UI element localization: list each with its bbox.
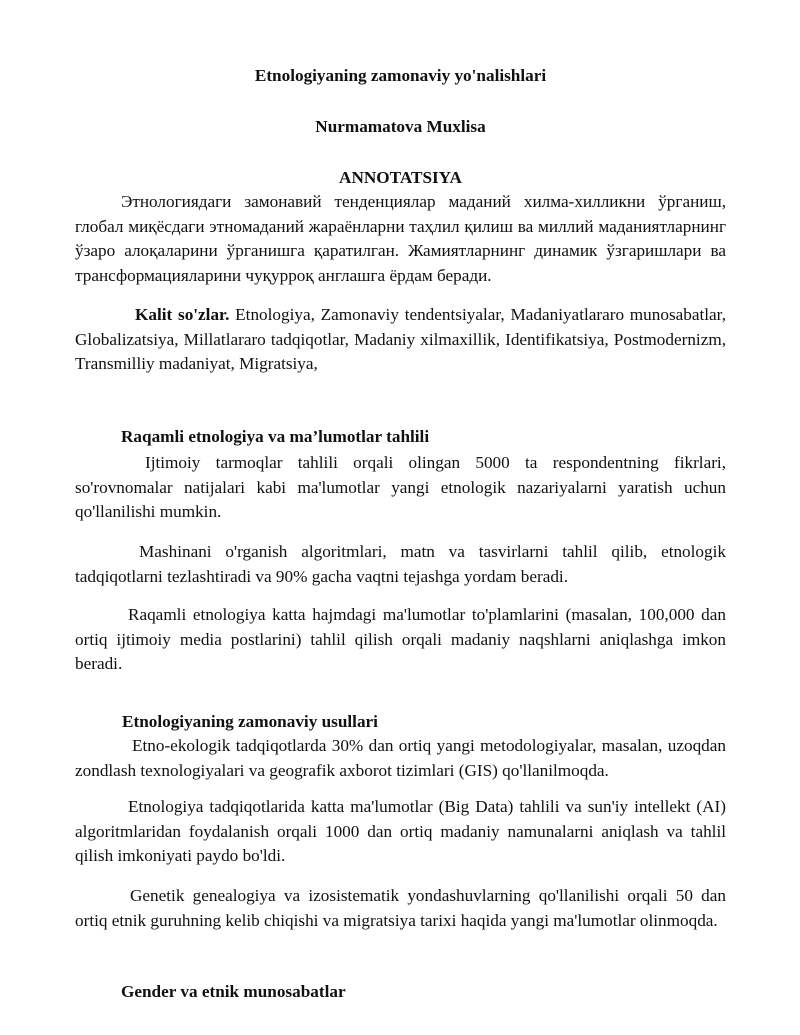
section-heading: Raqamli etnologiya va ma’lumotlar tahlili bbox=[121, 427, 430, 446]
annotation-heading: ANNOTATSIYA bbox=[339, 168, 462, 187]
body-paragraph: Mashinani o'rganish algoritmlari, matn va tasvirlarni tahlil qilib, etnologik tadqiqotlarni tezlashtiradi va 90% gacha vaqtni tejashga yordam beradi. bbox=[75, 542, 726, 586]
body-paragraph: Etnologiya tadqiqotlarida katta ma'lumotlar (Big Data) tahlili va sun'iy intellekt (AI) algoritmlaridan foydalanish orqali 1000 dan ortiq madaniy namunalarni aniqlash va tahlil qilish imkoniyati paydo bo'ldi. bbox=[75, 797, 726, 865]
author-name: Nurmamatova Muxlisa bbox=[315, 117, 486, 136]
keywords-text: Etnologiya, Zamonaviy tendentsiyalar, Madaniyatlararo munosabatlar, Globalizatsiya, Millatlararo tadqiqotlar, Madaniy xilmaxillik, Identifikatsiya, Postmodernizm, Transmilliy madaniyat, Migratsiya, bbox=[75, 305, 727, 373]
body-paragraph: Raqamli etnologiya katta hajmdagi ma'lumotlar to'plamlarini (masalan, 100,000 dan ortiq ijtimoiy media postlarini) tahlil qilish orqali madaniy naqshlarni aniqlashga imkon beradi. bbox=[75, 605, 726, 673]
body-paragraph: Etno-ekologik tadqiqotlarda 30% dan ortiq yangi metodologiyalar, masalan, uzoqdan zondlash texnologiyalari va geografik axborot tizimlari (GIS) qo'llanilmoqda. bbox=[75, 736, 726, 780]
keywords-label: Kalit so'zlar. bbox=[135, 305, 230, 324]
document-title: Etnologiyaning zamonaviy yo'nalishlari bbox=[254, 66, 547, 85]
section-heading: Gender va etnik munosabatlar bbox=[121, 982, 346, 1001]
keywords-paragraph bbox=[75, 303, 726, 377]
section-heading: Etnologiyaning zamonaviy usullari bbox=[122, 712, 378, 731]
annotation-paragraph: Этнологиядаги замонавий тенденциялар маданий хилма-хилликни ўрганиш, глобал миқёсдаги этномаданий жараёнларни таҳлил қилиш ва миллий маданиятларнинг ўзаро алоқаларини ўрганишга қаратилган. Жамиятларнинг динамик ўзгаришлари ва трансформацияларини чуқурроқ англашга ёрдам беради. bbox=[75, 192, 726, 285]
body-paragraph: Genetik genealogiya va izosistematik yondashuvlarning qo'llanilishi orqali 50 dan ortiq etnik guruhning kelib chiqishi va migratsiya tarixi haqida yangi ma'lumotlar olinmoqda. bbox=[75, 886, 726, 930]
body-paragraph: Ijtimoiy tarmoqlar tahlili orqali olingan 5000 ta respondentning fikrlari, so'rovnomalar natijalari kabi ma'lumotlar yangi etnologik nazariyalarni yaratish uchun qo'llanilishi mumkin. bbox=[75, 453, 726, 521]
